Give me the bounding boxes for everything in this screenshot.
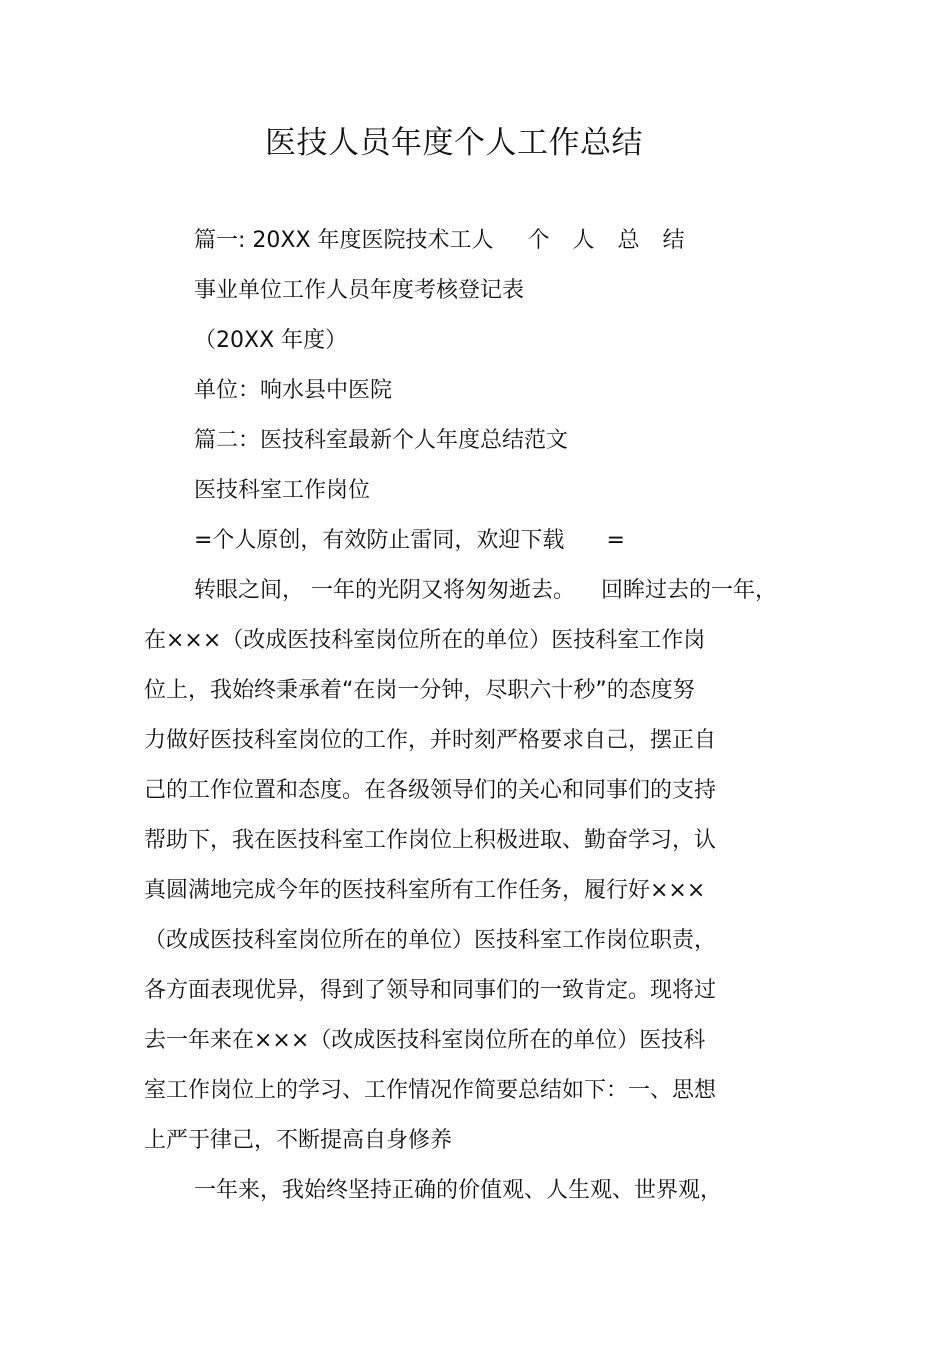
document-line: 帮助下，我在医技科室工作岗位上积极进取、勤奋学习，认	[144, 828, 717, 853]
line-segment: =	[606, 528, 625, 553]
line-segment: 回眸过去的一年，	[601, 578, 778, 603]
document-line: 力做好医技科室岗位的工作，并时刻严格要求自己，摆正自	[144, 728, 717, 753]
document-line: 各方面表现优异，得到了领导和同事们的一致肯定。现将过	[144, 978, 717, 1003]
document-line: 一年来，我始终坚持正确的价值观、人生观、世界观，	[194, 1178, 723, 1203]
document-line: 真圆满地完成今年的医技科室所有工作任务，履行好×××	[144, 878, 706, 903]
line-segment: 篇一: 20XX 年度医院技术工人	[194, 228, 494, 253]
document-line: 事业单位工作人员年度考核登记表	[194, 278, 525, 303]
document-line: 在×××（改成医技科室岗位所在的单位）医技科室工作岗	[144, 628, 706, 653]
document-line	[194, 226, 693, 256]
document-title: 医技人员年度个人工作总结	[265, 125, 643, 161]
document-line: 己的工作位置和态度。在各级领导们的关心和同事们的支持	[144, 778, 717, 803]
document-line: 上严于律己，不断提高自身修养	[144, 1128, 453, 1153]
document-line: 篇二：医技科室最新个人年度总结范文	[194, 428, 569, 453]
document-line: 去一年来在×××（改成医技科室岗位所在的单位）医技科	[144, 1028, 706, 1053]
document-line: （改成医技科室岗位所在的单位）医技科室工作岗位职责，	[144, 928, 717, 953]
document-line: 位上，我始终秉承着“在岗一分钟，尽职六十秒”的态度努	[144, 678, 695, 703]
document-line: 单位：响水县中医院	[194, 378, 393, 403]
document-line: 室工作岗位上的学习、工作情况作简要总结如下：一、思想	[144, 1078, 717, 1103]
document-line	[194, 576, 777, 606]
line-segment: 转眼之间， 一年的光阴又将匆匆逝去。	[194, 578, 575, 603]
document-line: 医技科室工作岗位	[194, 478, 371, 503]
line-segment: =个人原创，有效防止雷同，欢迎下载	[194, 528, 565, 553]
document-line: （20XX 年度）	[194, 328, 348, 353]
line-segment: 个 人 总 结	[527, 228, 693, 253]
document-line	[194, 526, 625, 556]
